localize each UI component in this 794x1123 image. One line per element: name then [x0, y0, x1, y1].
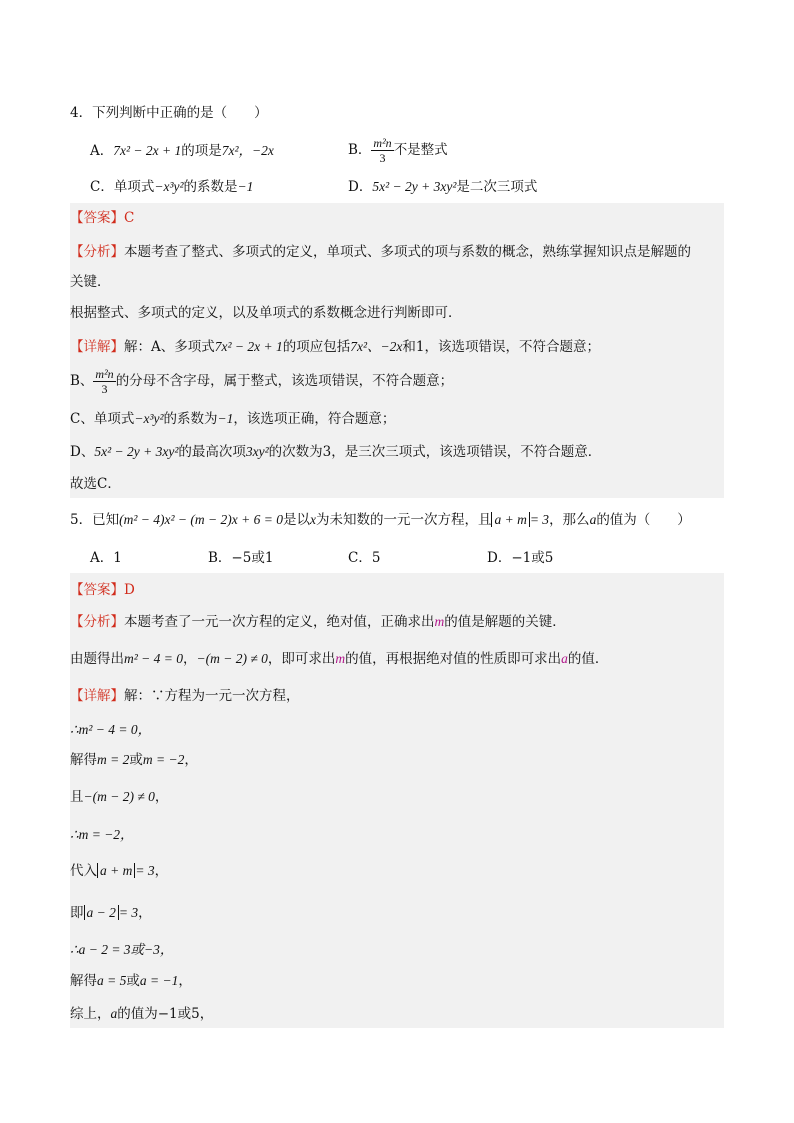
q4-detail-d: D、5x² − 2y + 3xy²的最高次项3xy²的次数为3，是三次三项式，该选项错误，不符合题意． [70, 444, 602, 460]
q4-analysis-line1: 【分析】本题考查了整式、多项式的定义，单项式、多项式的项与系数的概念，熟练掌握知识点是解题的 [70, 244, 691, 260]
q5-option-b: B．−5或1 [208, 550, 274, 566]
q5-detail-1: 【详解】解：∵方程为一元一次方程， [70, 688, 300, 704]
q5-analysis-line2: 由题得出m² − 4 = 0，−(m − 2) ≠ 0，即可求出m的值，再根据绝对值的性质即可求出a的值． [70, 651, 609, 667]
q4-analysis-line3: 根据整式、多项式的定义，以及单项式的系数概念进行判断即可． [70, 305, 462, 321]
q5-detail-7: 即 a − 2 = 3， [70, 905, 152, 921]
q5-option-c: C．5 [348, 550, 381, 566]
q5-detail-9: 解得a = 5或a = −1， [70, 973, 192, 989]
q4-stem: 4．下列判断中正确的是（ ） [70, 105, 268, 121]
q5-option-d: D．−1或5 [487, 550, 554, 566]
q4-detail-a: 【详解】解：A、多项式7x² − 2x + 1的项应包括7x²、−2x和1，该选项错误，不符合题意； [70, 339, 601, 355]
q5-option-a: A．1 [90, 550, 122, 566]
q5-detail-4: 且−(m − 2) ≠ 0， [70, 789, 169, 805]
q5-detail-6: 代入 a + m = 3， [70, 863, 169, 879]
q4-option-d: D．5x² − 2y + 3xy²是二次三项式 [348, 179, 538, 195]
q4-detail-b: B、 $\frac{\text{m²n}}{3}$ 的分母不含字母，属于整式，该选项错误，不符合题意； [70, 367, 454, 396]
q5-stem: 5．已知(m² − 4)x² − (m − 2)x + 6 = 0是以x为未知数的一元一次方程，且 a + m = 3，那么a的值为（ ） [70, 512, 691, 528]
q5-detail-3: 解得m = 2或m = −2， [70, 752, 198, 768]
q4-option-c: C．单项式−x³y²的系数是−1 [90, 179, 254, 195]
q4-option-b: B． $\frac{\text{m²n}}{3}$ 不是整式 [348, 136, 448, 165]
q5-detail-8: ∴a − 2 = 3或−3， [70, 942, 174, 957]
q4-option-a: A．7x² − 2x + 1的项是7x²，−2x [90, 143, 274, 159]
fraction: $\frac{\text{m²n}}{3}$ [373, 136, 392, 165]
q4-conclusion: 故选C． [70, 476, 121, 492]
q4-detail-c: C、单项式−x³y²的系数为−1，该选项正确，符合题意； [70, 411, 396, 427]
q5-answer: 【答案】D [70, 582, 135, 598]
q5-analysis-line1: 【分析】本题考查了一元一次方程的定义，绝对值，正确求出m的值是解题的关键． [70, 614, 566, 630]
q4-analysis-line2: 关键． [70, 274, 111, 290]
q5-detail-10: 综上，a的值为−1或5， [70, 1006, 214, 1022]
fraction: $\frac{\text{m²n}}{3}$ [95, 367, 114, 396]
q5-detail-2: ∴m² − 4 = 0， [70, 722, 152, 737]
q5-detail-5: ∴m = −2， [70, 827, 134, 842]
q4-answer: 【答案】C [70, 210, 135, 226]
